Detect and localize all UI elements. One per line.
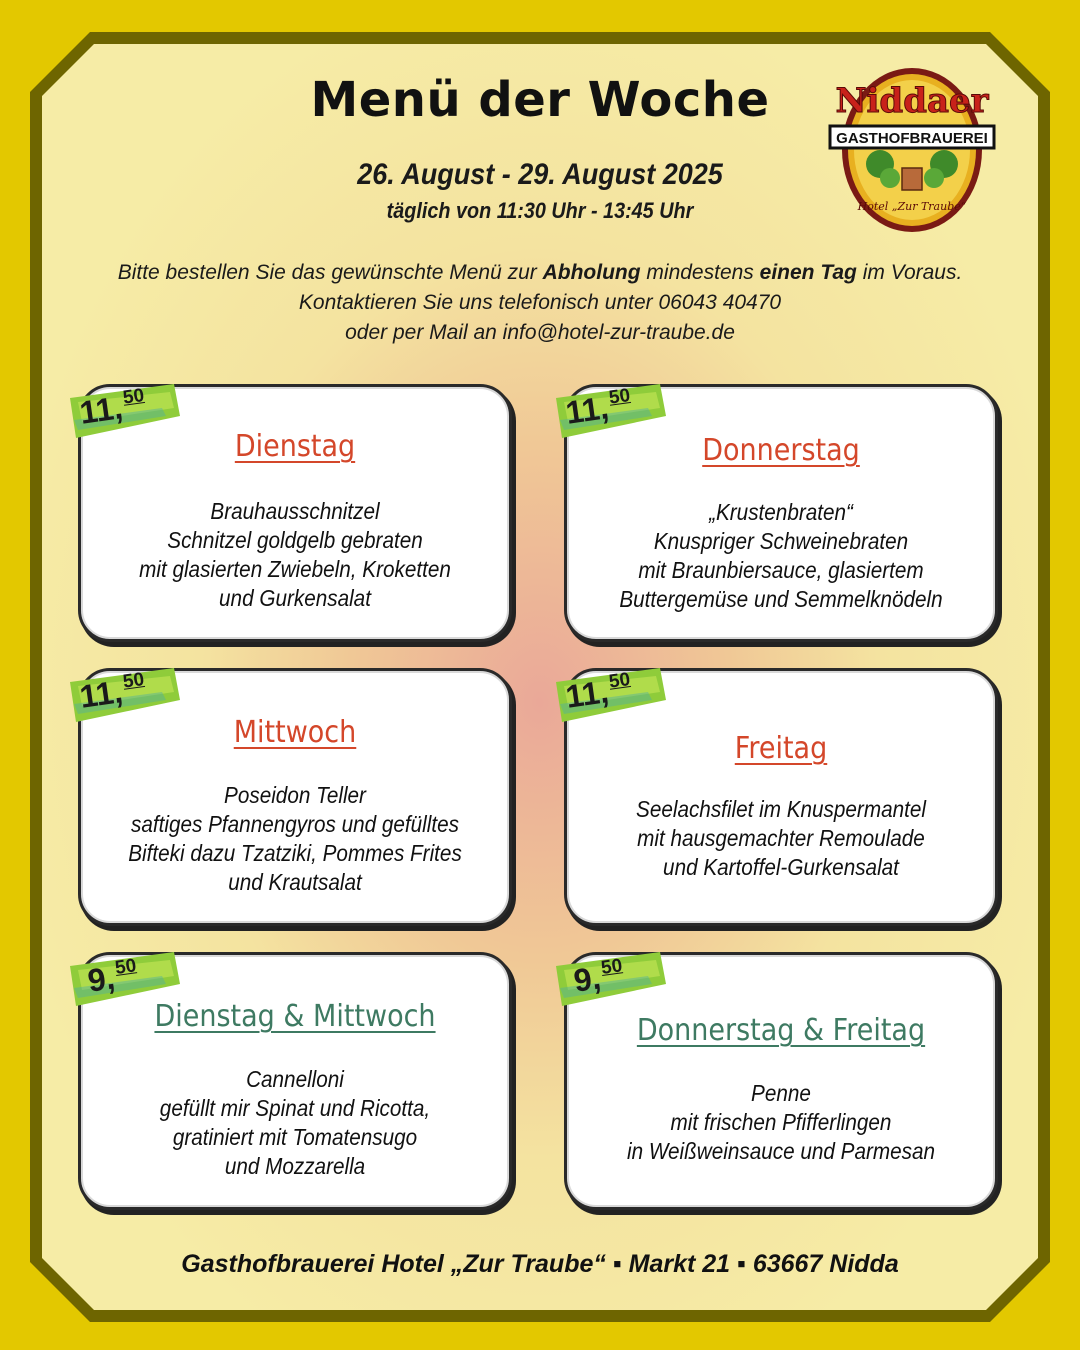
day-heading: Mittwoch [233, 715, 357, 750]
price-label: 11,50 [563, 669, 632, 715]
day-heading: Donnerstag [702, 433, 860, 468]
price-label: 9,50 [571, 955, 624, 999]
opening-hours: täglich von 11:30 Uhr - 13:45 Uhr [386, 198, 694, 223]
order-notice [60, 258, 1020, 348]
page-title: Menü der Woche [310, 72, 770, 128]
day-heading: Donnerstag & Freitag [636, 1013, 926, 1048]
price-label: 11,50 [563, 385, 632, 431]
dish-description [588, 1079, 973, 1166]
day-heading: Dienstag & Mittwoch [154, 999, 436, 1034]
logo-banner: GASTHOFBRAUEREI [836, 130, 988, 147]
dish-line: Schnitzel goldgelb gebraten [167, 527, 423, 553]
dish-line: Bifteki dazu Tzatziki, Pommes Frites [128, 840, 462, 866]
dish-description [102, 1065, 487, 1181]
dish-description [588, 795, 973, 882]
notice-line-3: oder per Mail an info@hotel-zur-traube.de [345, 321, 735, 344]
dish-description [102, 497, 487, 613]
dish-line: Poseidon Teller [224, 782, 366, 808]
dish-description [102, 781, 487, 897]
dish-line: in Weißweinsauce und Parmesan [627, 1138, 935, 1164]
dish-line: mit Braunbiersauce, glasiertem [638, 557, 924, 583]
dish-line: und Kartoffel-Gurkensalat [663, 854, 899, 880]
brewery-logo [828, 60, 996, 236]
dish-line: saftiges Pfannengyros und gefülltes [131, 811, 459, 837]
dish-line: mit glasierten Zwiebeln, Kroketten [139, 556, 451, 582]
notice-line-2: Kontaktieren Sie uns telefonisch unter 06043 40470 [298, 291, 782, 314]
dish-line: Penne [751, 1080, 811, 1106]
dish-line: und Gurkensalat [219, 585, 371, 611]
dish-line: Cannelloni [246, 1066, 344, 1092]
footer-address: Gasthofbrauerei Hotel „Zur Traube“ ▪ Markt 21 ▪ 63667 Nidda [181, 1250, 899, 1278]
price-tag [66, 664, 184, 726]
dish-line: Seelachsfilet im Knuspermantel [636, 796, 926, 822]
price-label: 11,50 [77, 385, 146, 431]
notice-line-1: Bitte bestellen Sie das gewünschte Menü zur Abholung mindestens einen Tag im Voraus. [117, 261, 963, 284]
dish-line: gratiniert mit Tomatensugo [172, 1124, 418, 1150]
dish-description [588, 498, 973, 614]
dish-line: mit hausgemachter Remoulade [637, 825, 925, 851]
dish-line: Knuspriger Schweinebraten [653, 528, 909, 554]
dish-line: gefüllt mir Spinat und Ricotta, [159, 1095, 431, 1121]
price-tag [552, 380, 670, 442]
day-heading: Dienstag [234, 429, 356, 464]
dish-line: und Krautsalat [228, 869, 362, 895]
price-tag [552, 664, 670, 726]
logo-tagline: Hotel „Zur Traube“ [857, 200, 967, 213]
dish-line: „Krustenbraten“ [709, 499, 853, 525]
logo-brand: Niddaer [835, 81, 989, 121]
dish-line: und Mozzarella [224, 1153, 366, 1179]
dish-line: Brauhausschnitzel [210, 498, 380, 524]
day-heading: Freitag [734, 731, 828, 766]
dish-line: mit frischen Pfifferlingen [670, 1109, 892, 1135]
dish-line: Buttergemüse und Semmelknödeln [619, 586, 943, 612]
price-label: 9,50 [85, 955, 138, 999]
price-tag [552, 948, 670, 1010]
price-tag [66, 380, 184, 442]
date-range: 26. August - 29. August 2025 [357, 158, 723, 191]
price-label: 11,50 [77, 669, 146, 715]
price-tag [66, 948, 184, 1010]
